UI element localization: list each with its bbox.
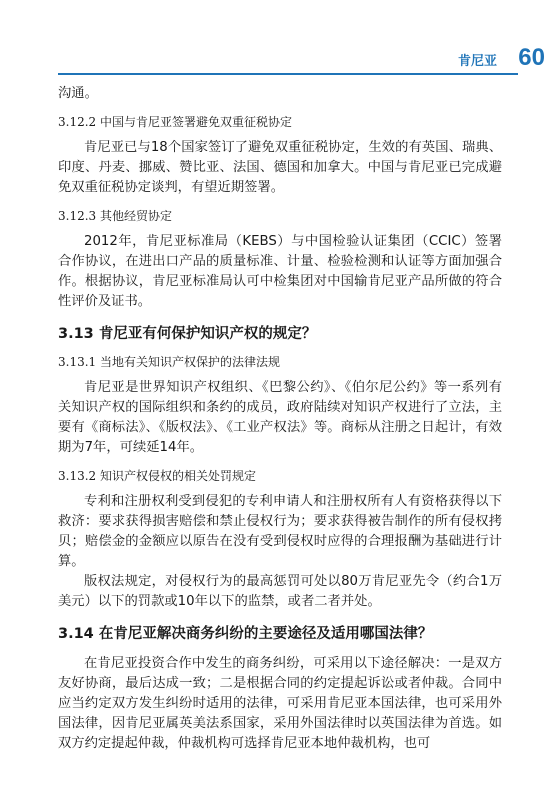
running-header-title: 肯尼亚 (457, 54, 497, 69)
section-heading-3-13: 3.13 肯尼亚有何保护知识产权的规定？ (58, 326, 317, 342)
paragraph-continuation: 沟通。 (58, 86, 98, 101)
section-heading-3-12-3: 3.12.3 其他经贸协定 (58, 209, 172, 223)
section-heading-3-12-2: 3.12.2 中国与肯尼亚签署避免双重征税协定 (58, 115, 292, 129)
page-number: 60 (518, 44, 545, 71)
paragraph-copyright-penalty: 版权法规定，对侵权行为的最高惩罚可处以80万肯尼亚先令（约合1万美元）以下的罚款或10年以下的监禁，或者二者并处。 (58, 574, 502, 609)
page-body (58, 84, 502, 754)
paragraph-tax-agreements: 肯尼亚已与18个国家签订了避免双重征税协定，生效的有英国、瑞典、印度、丹麦、挪威、赞比亚、法国、德国和加拿大。中国与肯尼亚已完成避免双重征税协定谈判，有望近期签署。 (58, 140, 502, 195)
section-heading-3-13-1: 3.13.1 当地有关知识产权保护的法律法规 (58, 355, 280, 369)
paragraph-ip-laws: 肯尼亚是世界知识产权组织、《巴黎公约》、《伯尔尼公约》等一系列有关知识产权的国际组织和条约的成员，政府陆续对知识产权进行了立法，主要有《商标法》、《版权法》、《工业产权法》等。商标从注册之日起计，有效期为7年，可续延14年。 (58, 380, 502, 455)
paragraph-dispute-resolution: 在肯尼亚投资合作中发生的商务纠纷，可采用以下途径解决：一是双方友好协商，最后达成一致；二是根据合同的约定提起诉讼或者仲裁。合同中应当约定双方发生纠纷时适用的法律，可采用肯尼亚本国法律，也可采用外国法律，因肯尼亚属英美法系国家，采用外国法律时以英国法律为首选。如双方约定提起仲裁，仲裁机构可选择肯尼亚本地仲裁机构，也可 (58, 656, 502, 751)
paragraph-ip-remedies: 专利和注册权利受到侵犯的专利申请人和注册权所有人有资格获得以下救济：要求获得损害赔偿和禁止侵权行为；要求获得被告制作的所有侵权拷贝；赔偿金的金额应以原告在没有受到侵权时应得的合理报酬为基础进行计算。 (58, 494, 502, 569)
header-rule (58, 73, 518, 75)
section-heading-3-14: 3.14 在肯尼亚解决商务纠纷的主要途径及适用哪国法律？ (58, 626, 433, 642)
paragraph-trade-agreements: 2012年，肯尼亚标准局（KEBS）与中国检验认证集团（CCIC）签署合作协议，在进出口产品的质量标准、计量、检验检测和认证等方面加强合作。根据协议，肯尼亚标准局认可中检集团对中国输肯尼亚产品所做的符合性评价及证书。 (58, 234, 502, 309)
section-heading-3-13-2: 3.13.2 知识产权侵权的相关处罚规定 (58, 469, 256, 483)
